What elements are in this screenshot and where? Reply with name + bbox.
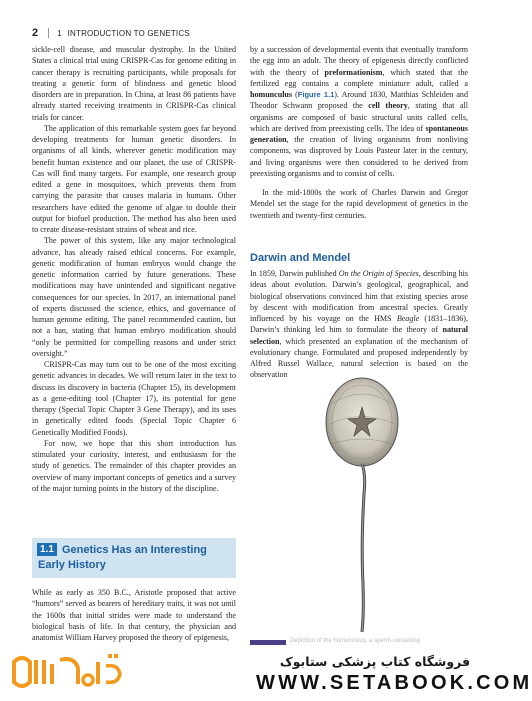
chapter-number: 1 xyxy=(57,28,62,38)
term-spontaneous-generation: spontaneous generation xyxy=(250,123,468,144)
paragraph-applications: The application of this remarkable system goes far beyond developing treatments for human genetic disorders. In organisms of all kinds, wherever genetic modification may benefit human existence and our planet, the use of CRISPR-Cas will find many targets. For example, one research group edited a gene in mosquitoes, which prevents them from carrying the parasite that causes malaria in humans. Other researchers have edited the genome of algae to double their output for biofuel production. The method has also been used to create disease-resistant strains of wheat and rice. xyxy=(32,123,236,234)
term-cell-theory: cell theory xyxy=(368,101,408,111)
left-column xyxy=(32,44,236,494)
chapter-title: INTRODUCTION TO GENETICS xyxy=(67,28,190,38)
section-heading-banner xyxy=(32,538,236,578)
left-column-history xyxy=(32,587,236,643)
term-preformationism: preformationism xyxy=(324,67,383,77)
paragraph-darwin: In 1859, Darwin published On the Origin of Species, describing his ideas about evolution. Darwin’s geological, geographical, and biological observations convinced him that existing species arose by descent with modification from ancestral species. Greatly influenced by his voyage on the HMS Beagle (1831–1836), Darwin’s thinking led him to formulate the theory of natural selection, which presented an explanation of the mechanism of evolutionary change. Formulated and proposed independently by Alfred Russel Wallace, natural selection is based on the observation xyxy=(250,269,469,380)
paragraph-crispr-outlook: CRISPR-Cas may turn out to be one of the most exciting genetic advances in decades. We will return later in the text to discuss its discovery in bacteria (Chapter 15), its development as a gene-editing tool (Chapter 17), its potential for gene therapy (Special Topic Chapter 3 Gene Therapy), and its uses in genetically edited foods (Special Topic Chapter 6 Genetically Modified Foods). xyxy=(32,360,236,437)
header-divider xyxy=(48,28,49,38)
section-title-line-1: Genetics Has an Interesting xyxy=(62,544,207,556)
paragraph-darwin-mendel-intro: In the mid-1800s the work of Charles Darwin and Gregor Mendel set the stage for the rapid development of genetics in the twentieth and twenty-first centuries. xyxy=(250,188,468,220)
paragraph-intro-continued: sickle-cell disease, and muscular dystrophy. In the United States a clinical trial using CRISPR-Cas for genome editing in cancer therapy is recruiting participants, while proposals for treating a genetic form of blindness and genetic blood disorders are in preparation. In China, at least 86 patients have already started receiving treatments in CRISPR-Cas clinical trials for cancer. xyxy=(32,45,236,122)
store-logo xyxy=(8,652,128,696)
book-title: On the Origin of Species xyxy=(338,269,419,278)
section-number-badge: 1.1 xyxy=(37,543,57,556)
store-website-link[interactable]: WWW.SETABOOK.COM xyxy=(256,672,532,694)
paragraph-ethics: The power of this system, like any major technological advance, has already raised ethical concerns. For example, genetic modification of human embryos would change the genetic information carried by future generations. These modifications may have unintended and significant negative consequences for our species. In 2017, an international panel of experts discussed the science, ethics, and governance of human genome editing. The panel recommended caution, but not a ban, stating that human embryo modification should “only be permitted for compelling reasons and under strict oversight.” xyxy=(32,236,236,358)
paragraph-early-history: While as early as 350 B.C., Aristotle proposed that active “humors” served as bearers of hereditary traits, it was not until the 1600s that initial strides were made to understand the biological basis of life. In that century, the physician and anatomist William Harvey proposed the theory of epigenesis, xyxy=(32,588,236,642)
figure-caption-label xyxy=(250,640,286,645)
section-title-line-2: Early History xyxy=(38,559,106,571)
term-natural-selection: natural selection xyxy=(250,325,468,346)
homunculus-illustration xyxy=(312,374,412,636)
paragraph-overview: For now, we hope that this short introduction has stimulated your curiosity, interest, and enthusiasm for the study of genetics. The remainder of this chapter provides an overview of many important concepts of genetics and a survey of the major turning points in the history of the discipline. xyxy=(32,438,236,493)
page-number: 2 xyxy=(32,27,39,39)
term-homunculus: homunculus xyxy=(250,90,293,99)
paragraph-epigenesis: by a succession of developmental events that eventually transform the egg into an adult. The theory of epigenesis directly conflicted with the theory of preformationism, which stated that the fertilized egg contains a complete miniature adult, called a homunculus (Figure 1.1). Around 1830, Matthias Schleiden and Theodor Schwann proposed the cell theory, stating that all organisms are composed of basic structural units called cells, which are derived from preexisting cells. The idea of spontaneous generation, the creation of living organisms from nonliving components, was disproved by Louis Pasteur later in the century, and living organisms were then considered to be derived from preexisting organisms and to consist of cells. xyxy=(250,45,468,178)
running-header xyxy=(32,26,468,40)
right-column-darwin xyxy=(250,268,468,381)
subsection-heading: Darwin and Mendel xyxy=(250,252,351,264)
ship-name: Beagle xyxy=(396,314,420,323)
figure-reference-link[interactable]: Figure 1.1 xyxy=(297,90,335,99)
figure-caption-text: Depiction of the homunculus, a sperm-containing xyxy=(290,638,421,644)
right-column xyxy=(250,44,468,221)
store-name-persian: فروشگاه کتاب پزشکی ستابوک xyxy=(279,654,471,669)
